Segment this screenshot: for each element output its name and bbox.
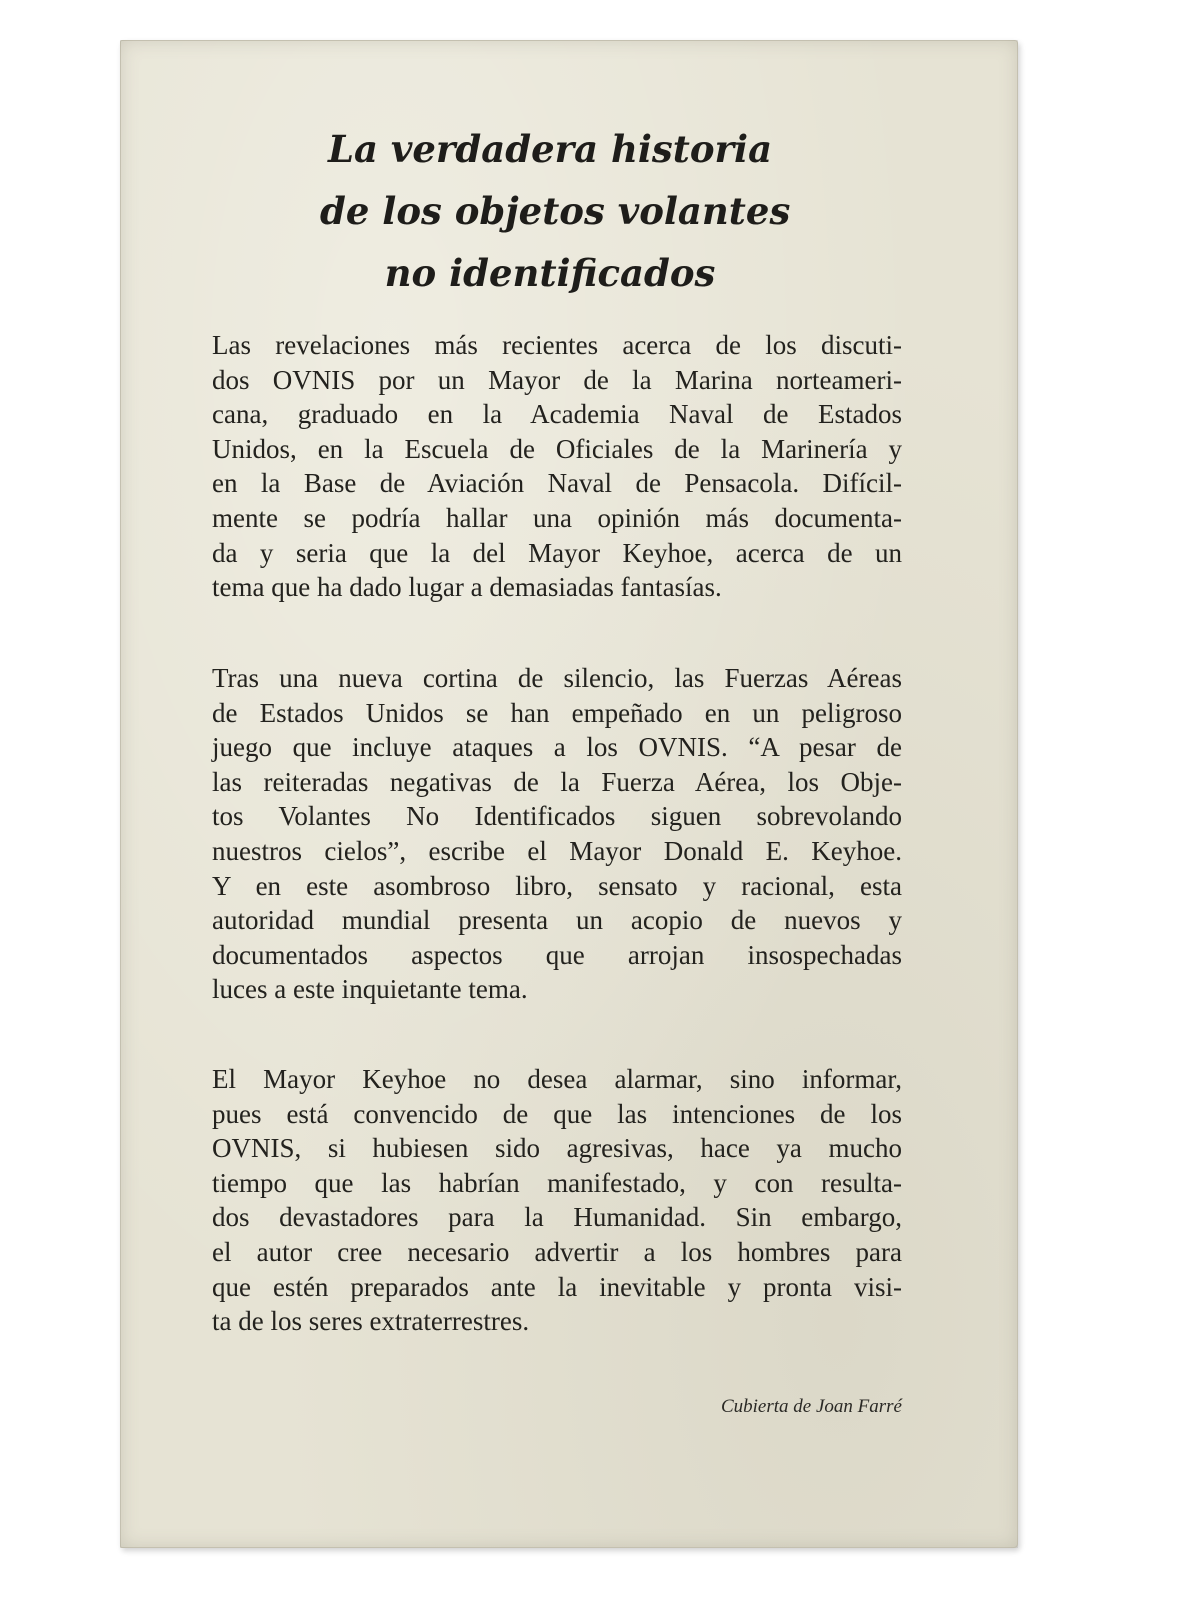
- blurb-paragraph-2: [212, 661, 902, 1007]
- text-line: cana, graduado en la Academia Naval de Estados: [212, 399, 902, 430]
- text-line: tos Volantes No Identificados siguen sobrevolando: [212, 801, 902, 832]
- text-line: da y seria que la del Mayor Keyhoe, acerca de un: [212, 537, 902, 568]
- text-line: nuestros cielos”, escribe el Mayor Donald E. Keyhoe.: [212, 835, 902, 866]
- text-line: El Mayor Keyhoe no desea alarmar, sino informar,: [212, 1064, 902, 1094]
- cover-credit: Cubierta de Joan Farré: [720, 1396, 902, 1417]
- text-line: las reiteradas negativas de la Fuerza Aérea, los Obje-: [212, 766, 902, 797]
- heading-line: no identificados: [384, 251, 716, 295]
- text-line: dos devastadores para la Humanidad. Sin embargo,: [212, 1202, 902, 1233]
- text-line: luces a este inquietante tema.: [212, 974, 528, 1005]
- text-line: Las revelaciones más recientes acerca de los discuti-: [212, 330, 902, 360]
- text-line: dos OVNIS por un Mayor de la Marina norteameri-: [212, 364, 902, 395]
- text-line: ta de los seres extraterrestres.: [212, 1306, 530, 1337]
- text-line: el autor cree necesario advertir a los hombres para: [212, 1236, 902, 1267]
- heading-line: La verdadera historia: [327, 127, 773, 171]
- text-line: Y en este asombroso libro, sensato y racional, esta: [212, 870, 902, 901]
- text-line: Tras una nueva cortina de silencio, las Fuerzas Aéreas: [212, 663, 902, 693]
- text-line: autoridad mundial presenta un acopio de nuevos y: [212, 905, 902, 936]
- text-line: mente se podría hallar una opinión más documenta-: [212, 502, 902, 533]
- text-line: tiempo que las habrían manifestado, y con resulta-: [212, 1167, 902, 1198]
- text-line: pues está convencido de que las intenciones de los: [212, 1098, 902, 1129]
- text-line: en la Base de Aviación Naval de Pensacola. Difícil-: [212, 468, 902, 499]
- heading-line: de los objetos volantes: [320, 189, 791, 233]
- text-line: documentados aspectos que arrojan insospechadas: [212, 939, 902, 970]
- cover-heading: [320, 118, 791, 304]
- text-line: OVNIS, si hubiesen sido agresivas, hace ya mucho: [212, 1133, 902, 1164]
- text-line: juego que incluye ataques a los OVNIS. “A pesar de: [212, 732, 902, 763]
- blurb-paragraph-1: [212, 328, 902, 605]
- text-line: de Estados Unidos se han empeñado en un peligroso: [212, 697, 902, 728]
- text-line: tema que ha dado lugar a demasiadas fantasías.: [212, 572, 722, 603]
- text-line: Unidos, en la Escuela de Oficiales de la Marinería y: [212, 433, 902, 464]
- text-line: que estén preparados ante la inevitable y pronta visi-: [212, 1271, 902, 1302]
- blurb-paragraph-3: [212, 1062, 902, 1339]
